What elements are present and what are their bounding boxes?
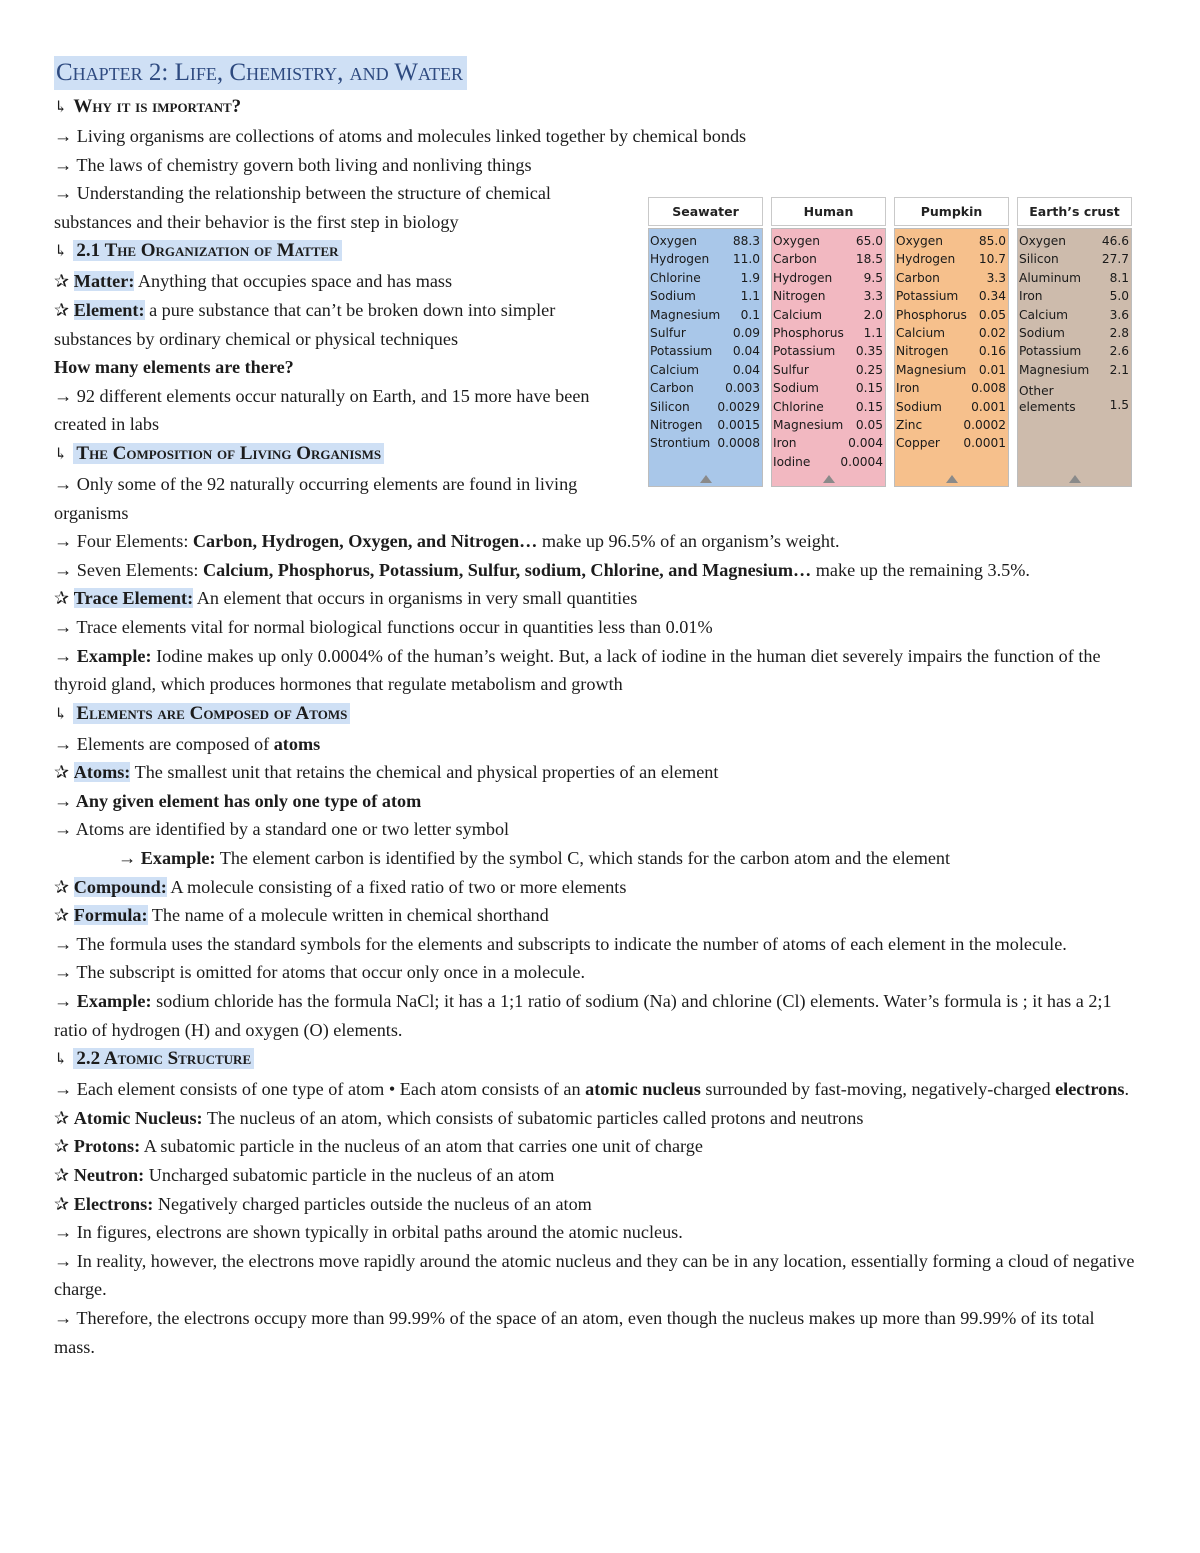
- element-name: Chlorine: [773, 399, 824, 414]
- why-line-1: → Living organisms are collections of atoms and molecules linked together by chemical bonds: [54, 126, 747, 146]
- why-heading: ↳ Why it is important?: [54, 96, 242, 117]
- element-name: Magnesium: [896, 362, 967, 377]
- element-name: Phosphorus: [896, 307, 967, 322]
- element-name: Chlorine: [650, 270, 701, 285]
- element-percent: 0.16: [978, 344, 1006, 359]
- element-percent: 2.8: [1109, 325, 1129, 340]
- element-percent: 0.004: [848, 436, 883, 451]
- table-row: [1019, 232, 1129, 250]
- table-row: [896, 361, 1006, 379]
- iodine-example: → Example: Iodine makes up only 0.0004% of the human’s weight. But, a lack of iodine in the human diet severely impairs the function of the thyroid gland, which produces hormones that regulate metabolism and growth: [54, 645, 1101, 695]
- element-percent: 0.02: [978, 325, 1006, 340]
- matter-definition: ✰ Matter: Anything that occupies space and has mass: [54, 271, 453, 292]
- element-name: Potassium: [773, 344, 836, 359]
- element-percent: 0.1: [740, 307, 760, 322]
- element-name: Zinc: [896, 417, 923, 432]
- why-line-2: → The laws of chemistry govern both living and nonliving things: [54, 154, 532, 175]
- elements-question: How many elements are there?: [54, 357, 294, 378]
- element-name: Oxygen: [773, 234, 820, 248]
- element-percent: 11.0: [732, 252, 760, 267]
- element-name: Calcium: [896, 325, 946, 340]
- element-name: Silicon: [650, 399, 690, 414]
- column-body: [894, 228, 1009, 487]
- element-percent: 0.15: [855, 381, 883, 396]
- table-row: [1019, 250, 1129, 268]
- table-row: [773, 250, 883, 268]
- structure-line-4: → Therefore, the electrons occupy more than 99.99% of the space of an atom, even though the nucleus makes up more than 99.99% of its total mass.: [54, 1307, 1095, 1357]
- composition-line-1: → Only some of the 92 naturally occurring elements are found in living organisms: [54, 473, 578, 523]
- section-2-1-heading: ↳ 2.1 The Organization of Matter: [54, 236, 1144, 267]
- table-row: [1019, 324, 1129, 342]
- atoms-line-3: → Atoms are identified by a standard one or two letter symbol: [54, 819, 510, 840]
- carbon-example: → Example: The element carbon is identified by the symbol C, which stands for the carbon atom and the element: [118, 848, 951, 869]
- table-row: [1019, 287, 1129, 305]
- element-name: Potassium: [650, 344, 713, 359]
- neutron-definition: ✰ Neutron: Uncharged subatomic particle in the nucleus of an atom: [54, 1165, 555, 1185]
- element-name: Potassium: [1019, 344, 1082, 359]
- element-percent: 1.9: [740, 270, 760, 285]
- element-percent: 0.0002: [963, 417, 1006, 432]
- table-row: [896, 269, 1006, 287]
- element-percent: 0.04: [732, 362, 760, 377]
- element-percent: 0.008: [971, 381, 1006, 396]
- element-percent: 0.25: [855, 362, 883, 377]
- element-percent: 0.04: [732, 344, 760, 359]
- table-row: [896, 306, 1006, 324]
- table-row: [773, 306, 883, 324]
- table-row: [896, 379, 1006, 397]
- element-name: Carbon: [896, 270, 940, 285]
- element-percent: 0.05: [978, 307, 1006, 322]
- element-percent: 0.34: [978, 289, 1006, 304]
- column-body: [771, 228, 886, 487]
- table-row: [650, 434, 760, 452]
- table-row: [896, 250, 1006, 268]
- element-percent: 18.5: [855, 252, 883, 267]
- element-percent: 3.3: [986, 270, 1006, 285]
- element-name: Nitrogen: [650, 417, 703, 432]
- table-row: [1019, 379, 1129, 415]
- table-row: [773, 453, 883, 471]
- column-header: Pumpkin: [894, 197, 1009, 226]
- element-composition-table: [648, 197, 1134, 489]
- column-body: [648, 228, 763, 487]
- table-row: [650, 342, 760, 360]
- table-row: [1019, 361, 1129, 379]
- composition-heading: ↳ The Composition of Living Organisms: [54, 439, 1144, 470]
- table-row: [896, 398, 1006, 416]
- element-name: Calcium: [773, 307, 823, 322]
- table-row: [773, 379, 883, 397]
- triangle-marker-icon: [700, 475, 712, 483]
- element-name: Sulfur: [650, 325, 686, 340]
- element-percent: 0.35: [855, 344, 883, 359]
- composition-line-3: → Seven Elements: Calcium, Phosphorus, Potassium, Sulfur, sodium, Chlorine, and Magnesium… make up the remaining 3.5%.: [54, 559, 1030, 580]
- element-percent: 1.1: [740, 289, 760, 304]
- table-column-pumpkin: [894, 197, 1009, 487]
- element-name: Hydrogen: [896, 252, 956, 267]
- table-column-seawater: [648, 197, 763, 487]
- column-header: Seawater: [648, 197, 763, 226]
- column-body: [1017, 228, 1132, 487]
- table-row: [896, 342, 1006, 360]
- element-name: Phosphorus: [773, 325, 844, 340]
- element-name: Sodium: [1019, 325, 1065, 340]
- element-name: Nitrogen: [773, 289, 826, 304]
- table-row: [650, 269, 760, 287]
- table-row: [773, 232, 883, 250]
- atoms-line-4: → The formula uses the standard symbols for the elements and subscripts to indicate the number of atoms of each element in the molecule.: [54, 933, 1067, 954]
- chapter-title: Chapter 2: Life, Chemistry, and Water: [54, 56, 1144, 92]
- element-name: Magnesium: [650, 307, 721, 322]
- triangle-marker-icon: [1069, 475, 1081, 483]
- element-percent: 0.0004: [840, 454, 883, 469]
- structure-line-2: → In figures, electrons are shown typically in orbital paths around the atomic nucleus.: [54, 1222, 683, 1243]
- table-row: [1019, 269, 1129, 287]
- element-percent: 0.09: [732, 325, 760, 340]
- element-name: Carbon: [650, 381, 694, 396]
- element-name: Potassium: [896, 289, 959, 304]
- element-percent: 9.5: [863, 270, 883, 285]
- element-name: Oxygen: [896, 234, 943, 248]
- table-row: [650, 416, 760, 434]
- element-name: Oxygen: [650, 234, 697, 248]
- element-percent: 10.7: [978, 252, 1006, 267]
- element-name: Other elements: [1019, 384, 1076, 415]
- element-percent: 3.3: [863, 289, 883, 304]
- element-percent: 3.6: [1109, 307, 1129, 322]
- element-percent: 0.05: [855, 417, 883, 432]
- element-percent: 0.0001: [963, 436, 1006, 451]
- table-row: [773, 342, 883, 360]
- table-column-earth-s-crust: [1017, 197, 1132, 487]
- element-percent: 0.003: [725, 381, 760, 396]
- structure-line-3: → In reality, however, the electrons move rapidly around the atomic nucleus and they can be in any location, essentially forming a cloud of negative charge.: [54, 1250, 1135, 1300]
- table-row: [650, 324, 760, 342]
- element-name: Nitrogen: [896, 344, 949, 359]
- element-name: Calcium: [1019, 307, 1069, 322]
- formula-definition: ✰ Formula: The name of a molecule written in chemical shorthand: [54, 905, 549, 926]
- table-row: [896, 287, 1006, 305]
- protons-definition: ✰ Protons: A subatomic particle in the nucleus of an atom that carries one unit of charge: [54, 1136, 703, 1157]
- element-name: Silicon: [1019, 252, 1059, 267]
- atoms-line-1: → Elements are composed of atoms: [54, 733, 321, 754]
- element-name: Sodium: [650, 289, 696, 304]
- column-header: Earth’s crust: [1017, 197, 1132, 226]
- element-name: Calcium: [650, 362, 700, 377]
- element-percent: 0.01: [978, 362, 1006, 377]
- element-percent: 8.1: [1109, 270, 1129, 285]
- element-name: Carbon: [773, 252, 817, 267]
- atoms-line-2: → Any given element has only one type of atom: [54, 790, 422, 811]
- section-2-2-heading: ↳ 2.2 Atomic Structure: [54, 1044, 1144, 1075]
- table-column-human: [771, 197, 886, 487]
- table-row: [650, 379, 760, 397]
- atoms-definition: ✰ Atoms: The smallest unit that retains the chemical and physical properties of an element: [54, 762, 719, 783]
- element-name: Iron: [1019, 289, 1043, 304]
- element-name: Hydrogen: [773, 270, 833, 285]
- triangle-marker-icon: [946, 475, 958, 483]
- elements-answer: → 92 different elements occur naturally on Earth, and 15 more have been created in labs: [54, 385, 590, 435]
- element-percent: 46.6: [1101, 234, 1129, 248]
- element-percent: 0.001: [971, 399, 1006, 414]
- element-name: Sodium: [773, 381, 819, 396]
- element-name: Hydrogen: [650, 252, 710, 267]
- table-row: [1019, 306, 1129, 324]
- atoms-line-5: → The subscript is omitted for atoms that occur only once in a molecule.: [54, 962, 586, 983]
- element-name: Copper: [896, 436, 940, 451]
- table-row: [650, 361, 760, 379]
- structure-line-1: → Each element consists of one type of atom • Each atom consists of an atomic nucleus surrounded by fast-moving, negatively-charged electrons.: [54, 1079, 1129, 1100]
- element-percent: 2.6: [1109, 344, 1129, 359]
- column-header: Human: [771, 197, 886, 226]
- element-percent: 0.15: [855, 399, 883, 414]
- element-definition: ✰ Element: a pure substance that can’t be broken down into simpler substances by ordinary chemical or physical techniques: [54, 299, 556, 349]
- table-row: [896, 232, 1006, 250]
- element-name: Sulfur: [773, 362, 809, 377]
- element-percent: 0.0029: [717, 399, 760, 414]
- table-row: [896, 324, 1006, 342]
- table-row: [650, 232, 760, 250]
- table-row: [773, 398, 883, 416]
- element-name: Iron: [896, 381, 920, 396]
- table-row: [773, 324, 883, 342]
- element-name: Magnesium: [773, 417, 844, 432]
- element-percent: 0.0008: [717, 436, 760, 451]
- composition-line-4: → Trace elements vital for normal biological functions occur in quantities less than 0.01%: [54, 616, 713, 637]
- nucleus-definition: ✰ Atomic Nucleus: The nucleus of an atom, which consists of subatomic particles called protons and neutrons: [54, 1107, 864, 1128]
- atoms-heading: ↳ Elements are Composed of Atoms: [54, 699, 1144, 730]
- table-row: [650, 306, 760, 324]
- table-row: [650, 250, 760, 268]
- table-row: [773, 287, 883, 305]
- element-percent: 85.0: [978, 234, 1006, 248]
- element-name: Sodium: [896, 399, 942, 414]
- element-name: Iodine: [773, 454, 811, 469]
- element-name: Strontium: [650, 436, 711, 451]
- table-row: [650, 287, 760, 305]
- table-row: [773, 434, 883, 452]
- element-percent: 88.3: [732, 234, 760, 248]
- element-name: Aluminum: [1019, 270, 1082, 285]
- element-percent: 27.7: [1101, 252, 1129, 267]
- nacl-example: → Example: sodium chloride has the formula NaCl; it has a 1;1 ratio of sodium (Na) and chlorine (Cl) elements. Water’s formula is ; it has a 2;1 ratio of hydrogen (H) and oxygen (O) elements.: [54, 991, 1112, 1040]
- table-row: [896, 434, 1006, 452]
- electrons-definition: ✰ Electrons: Negatively charged particles outside the nucleus of an atom: [54, 1193, 592, 1214]
- table-row: [773, 269, 883, 287]
- element-name: Iron: [773, 436, 797, 451]
- element-percent: 0.0015: [717, 417, 760, 432]
- element-name: Magnesium: [1019, 362, 1090, 377]
- element-percent: 1.5: [1109, 398, 1129, 413]
- table-row: [773, 361, 883, 379]
- table-row: [650, 398, 760, 416]
- element-percent: 5.0: [1109, 289, 1129, 304]
- triangle-marker-icon: [823, 475, 835, 483]
- element-percent: 2.0: [863, 307, 883, 322]
- element-percent: 65.0: [855, 234, 883, 248]
- table-row: [1019, 342, 1129, 360]
- element-percent: 2.1: [1109, 362, 1129, 377]
- element-percent: 1.1: [863, 325, 883, 340]
- why-line-3: → Understanding the relationship between the structure of chemical substances and their behavior is the first step in biology: [54, 183, 551, 232]
- trace-element-definition: ✰ Trace Element: An element that occurs in organisms in very small quantities: [54, 588, 638, 609]
- table-row: [896, 416, 1006, 434]
- compound-definition: ✰ Compound: A molecule consisting of a fixed ratio of two or more elements: [54, 876, 627, 897]
- composition-line-2: → Four Elements: Carbon, Hydrogen, Oxygen, and Nitrogen… make up 96.5% of an organism’s weight.: [54, 531, 840, 552]
- table-row: [773, 416, 883, 434]
- element-name: Oxygen: [1019, 234, 1066, 248]
